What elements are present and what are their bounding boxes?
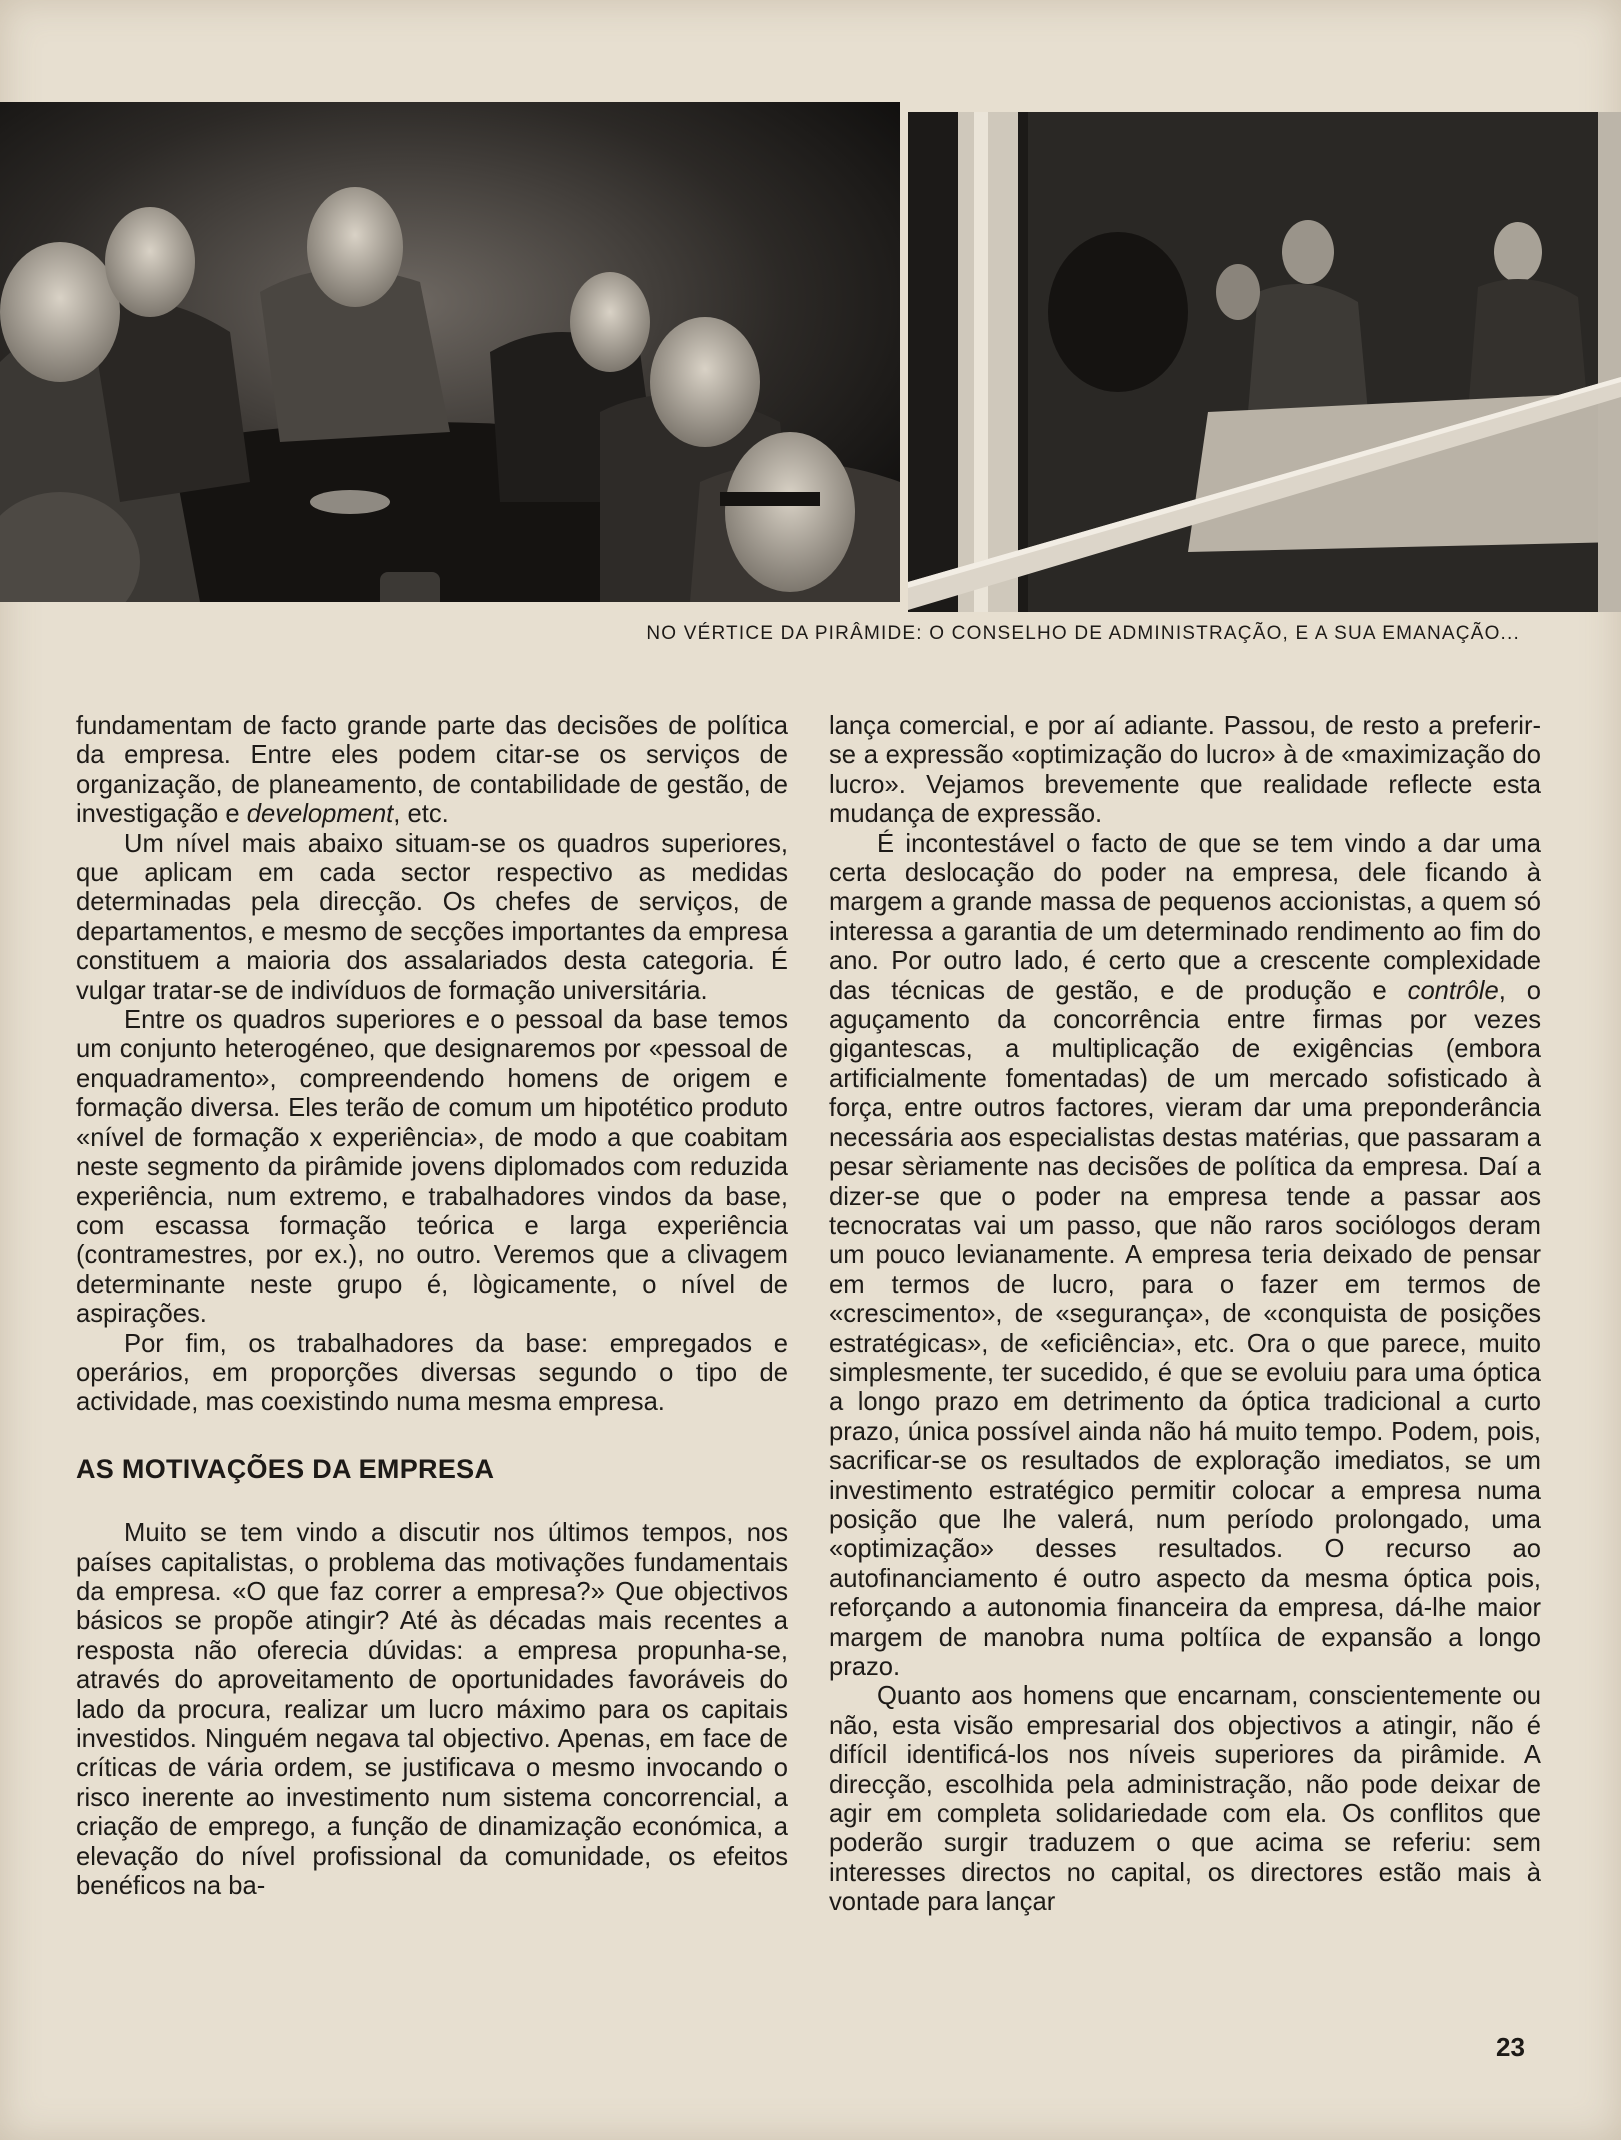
board-meeting-photo [0, 102, 900, 602]
paragraph-text: É incontestável o facto de que se tem vindo a dar uma certa deslocação do poder na empresa, dele ficando à margem a grande massa de pequenos accionistas, a quem só interessa a garantia de um determinado rendimento ao fim do ano. Por outro lado, é certo que a crescente complexidade das técnicas de gestão, e de produção e [829, 829, 1541, 1005]
office-meeting-illustration [908, 112, 1621, 612]
left-column [76, 712, 788, 1901]
board-meeting-illustration [0, 102, 900, 602]
office-meeting-photo [908, 112, 1621, 612]
right-column [829, 712, 1541, 1918]
paragraph: Quanto aos homens que encarnam, conscientemente ou não, esta visão empresarial dos objectivos a atingir, não é difícil identificá-los nos níveis superiores da pirâmide. A direcção, escolhida pela administração, não pode deixar de agir em completa solidariedade com ela. Os conflitos que poderão surgir traduzem o que acima se referiu: sem interesses directos no capital, os directores estão mais à vontade para lançar [829, 1682, 1541, 1917]
section-heading: AS MOTIVAÇÕES DA EMPRESA [76, 1453, 495, 1484]
paragraph: Um nível mais abaixo situam-se os quadros superiores, que aplicam em cada sector respectivo as medidas determinadas pela direcção. Os chefes de serviços, de departamentos, e mesmo de secções importantes da empresa constituem a maioria dos assalariados desta categoria. É vulgar tratar-se de indivíduos de formação universitária. [76, 829, 788, 1005]
page-number: 23 [1496, 2032, 1525, 2062]
paragraph: Por fim, os trabalhadores da base: empregados e operários, em proporções diversas segundo o tipo de actividade, mas coexistindo numa mesma empresa. [76, 1329, 788, 1417]
paragraph: Entre os quadros superiores e o pessoal da base temos um conjunto heterogéneo, que designaremos por «pessoal de enquadramento», compreendendo homens de origem e formação diversa. Eles terão de comum um hipotético produto «nível de formação x experiência», de modo a que coabitam neste segmento da pirâmide jovens diplomados com reduzida experiência, num extremo, e trabalhadores vindos da base, com escassa formação teórica e larga experiência (contramestres, por ex.), no outro. Veremos que a clivagem determinante neste grupo é, lògicamente, o nível de aspirações. [76, 1006, 788, 1329]
paragraph [829, 830, 1541, 1683]
italic-term: development [246, 800, 394, 829]
photo-caption: NO VÉRTICE DA PIRÂMIDE: O CONSELHO DE ADMINISTRAÇÃO, E A SUA EMANAÇÃO... [646, 623, 1520, 644]
paragraph: lança comercial, e por aí adiante. Passou, de resto a preferir-se a expressão «optimização do lucro» à de «maximização do lucro». Vejamos brevemente que realidade reflecte esta mudança de expressão. [829, 712, 1541, 829]
paragraph [76, 712, 788, 830]
paragraph-text: fundamentam de facto grande parte das decisões de política da empresa. Entre eles podem citar-se os serviços de organização, de planeamento, de contabilidade de gestão, de investigação e [76, 712, 788, 829]
paragraph-text: , etc. [393, 800, 449, 829]
paragraph-text: , o aguçamento da concorrência entre firmas por vezes gigantescas, a multiplicação de exigências (embora artificialmente fomentadas) de um mercado sofisticado à força, entre outros factores, vieram dar uma preponderância necessária aos especialistas destas matérias, que passaram a pesar sèriamente nas decisões de política da empresa. Daí a dizer-se que o poder na empresa tende a passar aos tecnocratas vai um passo, que não raros sociólogos deram um pouco levianamente. A empresa teria deixado de pensar em termos de lucro, para o fazer em termos de «crescimento», de «segurança», de «conquista de posições estratégicas», de «eficiência», etc. Ora o que parece, muito simplesmente, ter sucedido, é que se evoluiu para uma óptica a longo prazo em detrimento da óptica tradicional a curto prazo, única possível ainda não há muito tempo. Podem, pois, sacrificar-se os resultados de exploração imediatos, se um investimento estratégico permitir colocar a empresa numa posição que lhe valerá, num período prolongado, uma «optimização» desses resultados. O recurso ao autofinanciamento é outro aspecto da mesma óptica pois, reforçando a autonomia financeira da empresa, dá-lhe maior margem de manobra numa poltíica de expansão a longo prazo. [829, 976, 1541, 1681]
italic-term: contrôle [1407, 976, 1499, 1005]
paragraph: Muito se tem vindo a discutir nos últimos tempos, nos países capitalistas, o problema das motivações fundamentais da empresa. «O que faz correr a empresa?» Que objectivos básicos se propõe atingir? Até às décadas mais recentes a resposta não oferecia dúvidas: a empresa propunha-se, através do aproveitamento de oportunidades favoráveis do lado da procura, realizar um lucro máximo para os capitais investidos. Ninguém negava tal objectivo. Apenas, em face de críticas de vária ordem, se justificava o mesmo invocando o risco inerente ao investimento num sistema concorrencial, a criação de emprego, a função de dinamização económica, a elevação do nível profissional da comunidade, os efeitos benéficos na ba- [76, 1519, 788, 1901]
